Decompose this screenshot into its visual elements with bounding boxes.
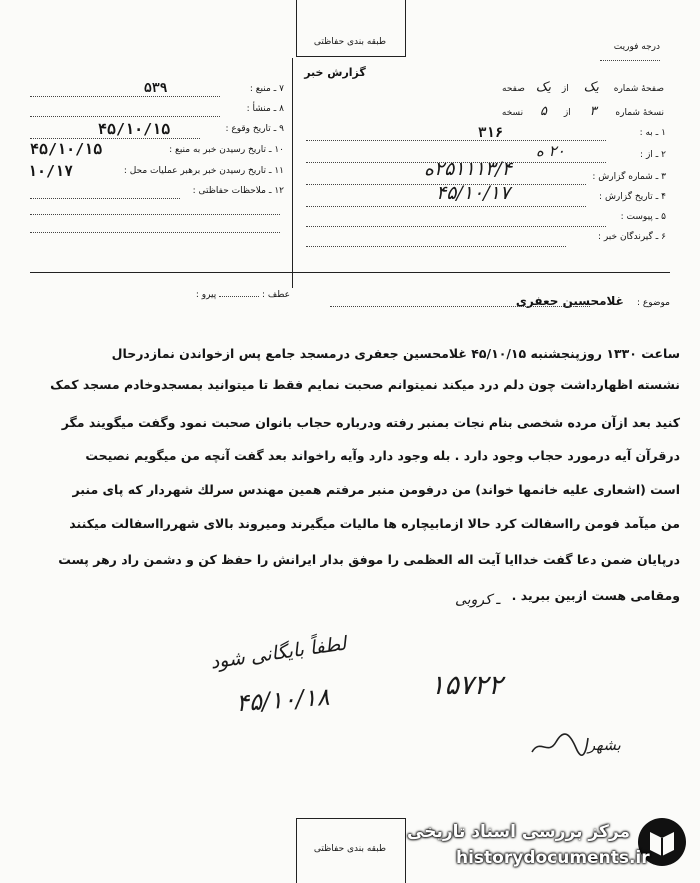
field-label-ops-date: ۱۱ ـ تاریخ رسیدن خبر برهبر عملیات محل :: [123, 166, 284, 176]
field-value-receipt-date: ۴۵/۱۰/۱۵: [30, 140, 103, 158]
field-label-event-date: ۹ ـ تاریخ وقوع :: [225, 124, 284, 134]
copy-number-row: [400, 104, 664, 119]
priority-label: درجه فوریت: [613, 42, 660, 52]
field-value-ops-date: ۱۰/۱۷: [28, 162, 74, 180]
classification-box-top: [296, 0, 406, 57]
copy-of: از: [563, 108, 571, 118]
body-line-3: کنید بعد ازآن مرده شخصی بنام نجات بمنبر رفته ودرباره حجاب بانوان صحبت نمود وگفت میگویند مگر: [61, 415, 680, 430]
field-label-protection-notes: ۱۲ ـ ملاحظات حفاظتی :: [192, 186, 284, 196]
left-fields: [14, 81, 284, 234]
copy-no-label: نسخهٔ شماره: [615, 108, 664, 118]
field-value-from: ۲۰ ه: [536, 142, 565, 160]
field-label-source: ۷ ـ منبع :: [249, 84, 284, 94]
field-label-from: ۲ ـ از :: [640, 150, 666, 160]
subject-value: غلامحسین جعفری: [515, 294, 624, 308]
watermark-title: مرکز بررسی اسناد تاریخی: [407, 822, 630, 842]
copy-total: ۵: [539, 104, 547, 119]
atf-label: عطف :: [262, 290, 290, 300]
center-divider: [292, 58, 293, 288]
report-title: گزارش خبر: [304, 66, 366, 79]
handwritten-archive-date: ۴۵/۱۰/۱۸: [235, 682, 331, 718]
subject-label: موضوع :: [636, 298, 670, 308]
field-label-to: ۱ ـ به :: [639, 128, 666, 138]
reference-row: [150, 290, 290, 300]
page-no-label: صفحهٔ شماره: [613, 84, 664, 94]
field-label-report-date: ۴ ـ تاریخ گزارش :: [599, 192, 666, 202]
classification-label-bottom: طبقه بندی حفاظتی: [313, 844, 387, 854]
body-line-8: ومقامی هست ازبین ببرید .: [511, 588, 680, 603]
copy-no-value: ۳: [589, 104, 597, 119]
field-label-receipt-date: ۱۰ ـ تاریخ رسیدن خبر به منبع :: [169, 145, 284, 155]
field-value-source: ۵۳۹: [144, 81, 168, 96]
watermark-url: historydocuments.ir: [456, 848, 650, 868]
page-no-value: یک: [583, 80, 599, 95]
handwritten-scribble: [530, 730, 590, 764]
field-value-report-number: ۲۵۱۱۱۳/۴ه: [424, 158, 512, 180]
body-line-6: من میآمد فومن رااسفالت کرد حالا ازمابیچاره ها مالیات میگیرند ومیروند بالای شهررااسفالت میکنند: [69, 516, 680, 531]
right-fields: [300, 125, 670, 248]
handwritten-bottom-note: بشهر: [588, 736, 621, 754]
field-label-attachment: ۵ ـ پیوست :: [620, 212, 666, 222]
field-label-report-number: ۳ ـ شماره گزارش :: [592, 172, 666, 182]
field-value-to: ۳۱۶: [478, 125, 504, 141]
peyro-label: پیرو :: [195, 290, 217, 300]
handwritten-archive-note: لطفاً بایگانی شود: [209, 632, 348, 674]
handwritten-reference-number: ۱۵۷۲۲: [430, 670, 503, 701]
body-line-2: نشسته اظهارداشت چون دلم درد میکند نمیتوانم صحبت نمایم فقط تا میتوانید بمسجدوخادم مسجد کمک: [50, 377, 680, 392]
body-line-1: ساعت ۱۳۳۰ روزپنجشنبه ۴۵/۱۰/۱۵ غلامحسین جعفری درمسجد جامع پس ازخواندن نمازدرحال: [111, 346, 680, 361]
field-label-recipients: ۶ ـ گیرندگان خبر :: [597, 232, 666, 242]
field-value-event-date: ۴۵/۱۰/۱۵: [98, 120, 171, 138]
body-line-4: درقرآن آیه درمورد حجاب وجود دارد . بله وجود دارد وآیه راخواند بعد گفت آنچه من میگویم نصیحت: [85, 448, 680, 463]
page-total: یک: [535, 80, 551, 95]
body-line-5: است (اشعاری علیه خانمها خواند) من درفومن منبر مرفتم همین مهندس سرلك شهردار كه پای منبر: [72, 482, 680, 497]
copy-unit: نسخه: [501, 108, 524, 118]
page-unit: صفحه: [502, 84, 525, 94]
field-label-origin: ۸ ـ منشأ :: [246, 104, 284, 114]
body-line-7: درپایان ضمن دعا گفت خداایا آیت اله العظمی را موفق بدار ایرانش را حفظ کن و دشمن راد رهر پست: [58, 552, 680, 567]
page-number-row: [400, 80, 664, 95]
page-of: از: [561, 84, 569, 94]
classification-label-top: طبقه بندی حفاظتی: [313, 37, 387, 47]
header-rule: [30, 272, 670, 273]
body-signoff: ـ کروبی: [455, 592, 501, 608]
field-value-report-date: ۴۵/۱۰/۱۷: [436, 182, 511, 204]
